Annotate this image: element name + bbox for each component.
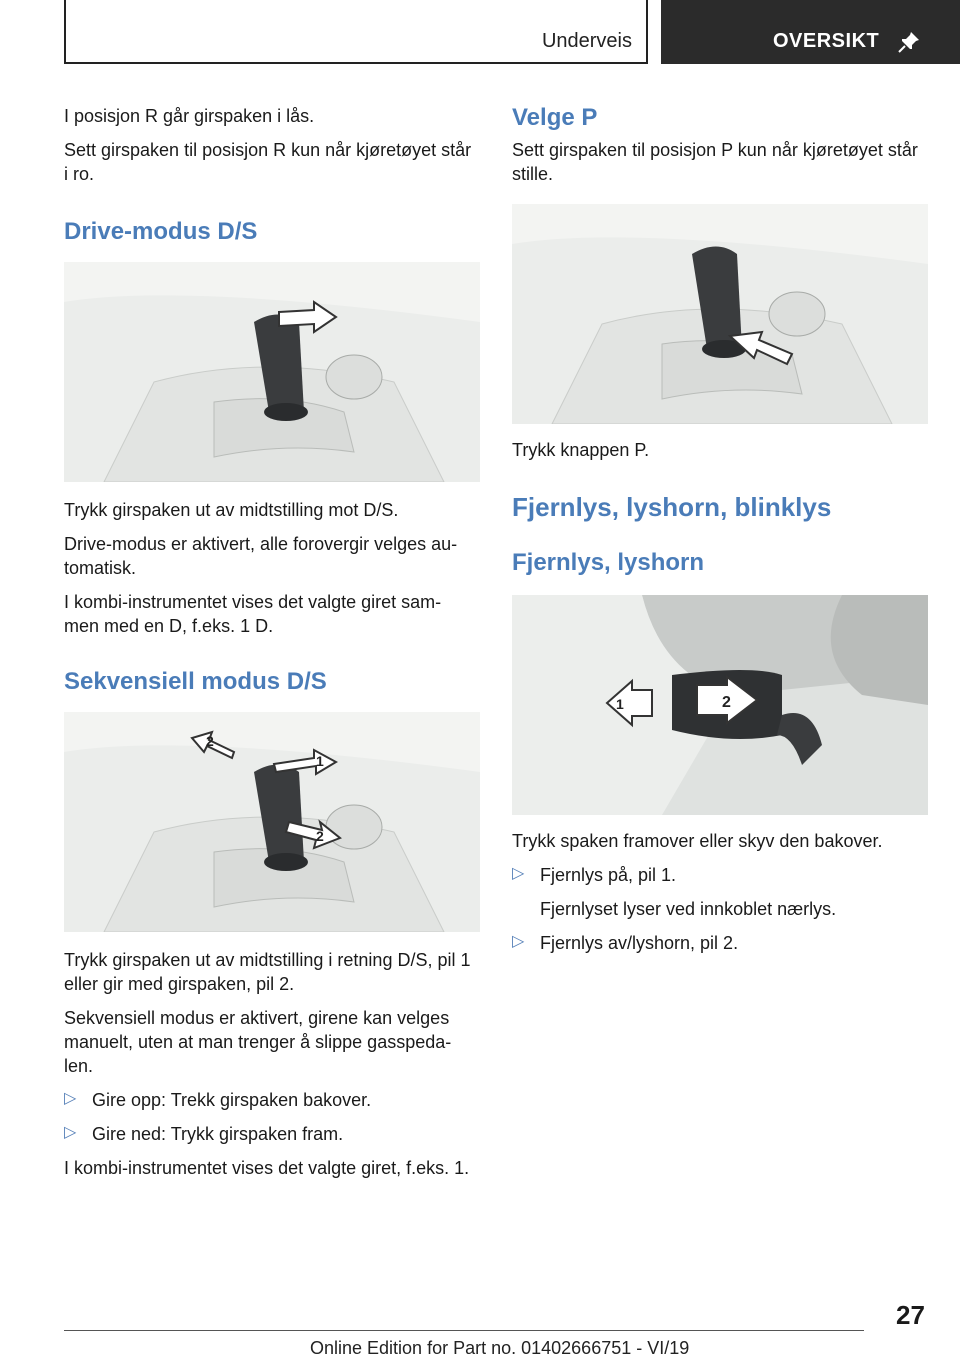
triangle-bullet-icon: ▷	[512, 933, 525, 950]
footer-divider	[64, 1330, 864, 1331]
section-tab[interactable]	[64, 0, 648, 64]
paragraph: Sekvensiell modus er aktivert, girene kan velges manuelt, uten at man trenger å slippe gasspeda- len.	[64, 1008, 452, 1076]
paragraph: I kombi-instrumentet vises det valgte giret sam- men med en D, f.eks. 1 D.	[64, 592, 442, 636]
list-item	[64, 1088, 480, 1112]
heading-drive-mode: Drive-modus D/S	[64, 218, 258, 245]
paragraph: Sett girspaken til posisjon P kun når kjøretøyet står stille.	[512, 140, 918, 184]
page-number: 27	[896, 1300, 925, 1330]
list-item	[64, 1122, 480, 1146]
heading-select-p: Velge P	[512, 104, 598, 131]
heading-sequential-mode: Sekvensiell modus D/S	[64, 668, 327, 695]
paragraph: Drive-modus er aktivert, alle forovergir velges au- tomatisk.	[64, 534, 458, 578]
right-column	[512, 104, 928, 955]
bullet-text: Gire opp: Trekk girspaken bakover.	[92, 1090, 372, 1110]
bullet-text: Gire ned: Trykk girspaken fram.	[92, 1124, 344, 1144]
triangle-bullet-icon: ▷	[64, 1090, 77, 1107]
arrow-1-label: 1	[316, 753, 324, 769]
paragraph: I posisjon R går girspaken i lås.	[64, 106, 315, 126]
overview-label: OVERSIKT	[773, 30, 880, 52]
gear-lever-image-drive	[64, 262, 480, 482]
footer-edition: Online Edition for Part no. 01402666751 - VI/19	[310, 1338, 690, 1358]
list-item	[512, 931, 928, 955]
paragraph: Trykk knappen P.	[512, 440, 650, 460]
paragraph: Trykk spaken framover eller skyv den bakover.	[512, 831, 883, 851]
stalk-arrow-1-label: 1	[616, 696, 624, 712]
bullet-subtext: Fjernlyset lyser ved innkoblet nærlys.	[540, 899, 837, 919]
gear-lever-image-park	[512, 204, 928, 424]
section-label: Underveis	[541, 30, 632, 52]
paragraph: Sett girspaken til posisjon R kun når kjøretøyet står i ro.	[64, 140, 472, 184]
arrow-2-label: 2	[316, 828, 324, 844]
arrow-2-label: 2	[206, 733, 214, 749]
pin-icon	[897, 30, 921, 54]
bullet-text: Fjernlys av/lyshorn, pil 2.	[540, 933, 739, 953]
triangle-bullet-icon: ▷	[512, 865, 525, 882]
triangle-bullet-icon: ▷	[64, 1124, 77, 1141]
paragraph: Trykk girspaken ut av midtstilling i retning D/S, pil 1 eller gir med girspaken, pil 2.	[64, 950, 471, 994]
heading-high-beam: Fjernlys, lyshorn	[512, 549, 705, 576]
gear-lever-image-sequential	[64, 712, 480, 932]
bullet-text: Fjernlys på, pil 1.	[540, 865, 677, 885]
overview-tab[interactable]	[661, 0, 960, 64]
light-stalk-image	[512, 595, 928, 815]
stalk-arrow-2-label: 2	[722, 694, 731, 711]
paragraph: I kombi-instrumentet vises det valgte giret, f.eks. 1.	[64, 1158, 470, 1178]
paragraph: Trykk girspaken ut av midtstilling mot D/S.	[64, 500, 399, 520]
left-column	[64, 104, 480, 1180]
list-item	[512, 863, 928, 921]
heading-lights: Fjernlys, lyshorn, blinklys	[512, 492, 832, 522]
